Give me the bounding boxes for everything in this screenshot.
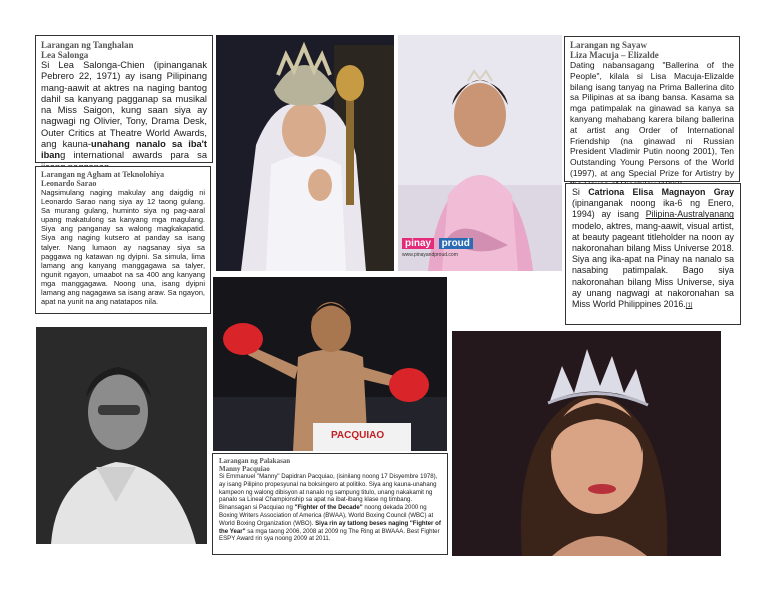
leonardo-category: Larangan ng Agham at Teknolohiya: [41, 170, 165, 179]
catriona-gray-photo: [452, 331, 721, 556]
lea-salonga-photo: [216, 35, 394, 271]
liza-bio: Dating nabansagang "Ballerina of the People", kilala si Lisa Macuja-Elizalde bilang isang tanyag na Prima Ballerina dito sa Pilipinas at sa ibang bansa. Kasama sa mga patimpalak na ginawad sa kanya sa kanyang mahabang karera bilang ballerina at artist ang Order of International Friendship (na ginawad ni Russian President Vladimir Putin noong 2001), Ten Outstanding Young Persons of the World (1997), at ang Special Prize for Artistry by: [570, 60, 734, 178]
catriona-bio-text: modelo, aktres, mang-aawit, visual artist, at beauty pageant titleholder na noon ay nakoronahan bilang Miss Universe 2018. Siya ang ika-apat na Pinay na nanalo sa nasabing patimpalak. Bago siya nakoronahan bilang Miss Universe, siya ay unang nagwagi at nakoronahan sa Miss World Philippines 2016.: [572, 220, 734, 310]
leonardo-name: Leonardo Sarao: [41, 179, 97, 188]
manny-category: Larangan ng Palakasan: [219, 457, 291, 465]
catriona-ref[interactable]: [1]: [685, 303, 693, 310]
leonardo-sarao-card: [35, 166, 211, 314]
catriona-bio: [572, 187, 734, 312]
liza-name: Liza Macuja – Elizalde: [570, 50, 659, 60]
lea-bio-text: Si Lea Salonga-Chien (ipinanganak Pebrero 22, 1971) ay isang Pilipinang mang-aawit at aktres na naging bantog dahil sa kanyang pagganap sa musikal na Miss Saigon, kung saan siya ay nagwagi ng Olivier, Tony, Drama Desk, Outer Critics at Theatre World Awards, ang kauna-: [41, 60, 207, 150]
manny-bio-bold-2: Siya rin ay tatlong beses naging "Fighter of the Year": [219, 519, 441, 535]
manny-name: Manny Pacquiao: [219, 465, 270, 473]
manny-bio-1: Si Emmanuel "Manny" Dapidran Pacquiao, (isinilang noong 17 Disyembre 1978), ay isang Pilipino propesyunal na boksingero at politiko. Siya ang kauna-unahang kampeon ng walong dibisyon at nanalo ng sampung titulo, unang nakakamit ng panalo sa Lineal Championship sa apat na ibat-ibang klase ng timbang. Binansagan si Pacquiao ng: [219, 473, 438, 512]
manny-bio-2: noong dekada 2000 ng Boxing Writers Association of America (BWAA), World Boxing Council (WBC) at World Boxing Organization (WBO).: [219, 504, 434, 527]
lea-category: Larangan ng Tanghalan: [41, 40, 134, 50]
lea-bio: [41, 60, 207, 173]
liza-category: Larangan ng Sayaw: [570, 40, 648, 50]
liza-macuja-card: [564, 36, 740, 182]
manny-pacquiao-photo: [213, 277, 447, 451]
trunks-text: PACQUIAO: [331, 430, 385, 441]
manny-bio: [219, 473, 441, 543]
leonardo-sarao-photo: [36, 327, 207, 544]
lea-bio-bold: unahang nanalo sa iba't iban: [41, 139, 207, 161]
watermark-line1: pinay: [402, 238, 434, 249]
watermark-url: www.pinayandproud.com: [402, 252, 458, 258]
lea-name: Lea Salonga: [41, 50, 89, 60]
catriona-name: Catriona Elisa Magnayon Gray: [588, 187, 735, 197]
catriona-mid: (ipinanganak noong ika-6 ng Enero, 1994) ay isang: [572, 198, 734, 220]
lea-bio-end: g international awards para sa: [60, 150, 207, 161]
manny-bio-3: sa mga taong 2006, 2008 at 2009 ng The Ring at BWAAA. Best Fighter ESPY Award rin sya noong 2009 at 2011.: [219, 527, 440, 543]
manny-pacquiao-card: [212, 453, 448, 555]
manny-bio-bold-1: "Fighter of the Decade": [294, 504, 363, 512]
catriona-link[interactable]: Pilipina-Australyanang: [645, 209, 734, 220]
pinay-proud-watermark: [402, 233, 502, 258]
lea-salonga-card: [35, 35, 213, 163]
liza-macuja-photo: [398, 35, 562, 271]
catriona-gray-card: [565, 183, 741, 325]
leonardo-bio: Nagsimulang naging makulay ang daigdig ni Leonardo Sarao nang siya ay 12 taong gulang. Sa murang gulang, huminto siya ng pag-aaral upang makatulong sa kanyang mga magulang. Siya ang panganay sa walong magkakapatid. Siya ang naging kutsero at panday sa isang talyer. Nang lumaon ay nagsanay siya sa paggawa ng katawan ng dyipni. Sa simula, lima lamang ang kanyang manggagawa sa talyer, ngunit ngayon, umaabot na sa 400 ang kanyang mga manggagawa. Noong una, isang dyipni lamang ang nagagawa sa isang araw. Sa ngayon, apat na yunit na ang natatapos nila.: [41, 188, 205, 307]
catriona-prefix: Si: [572, 187, 589, 197]
watermark-line2: proud: [439, 238, 473, 249]
